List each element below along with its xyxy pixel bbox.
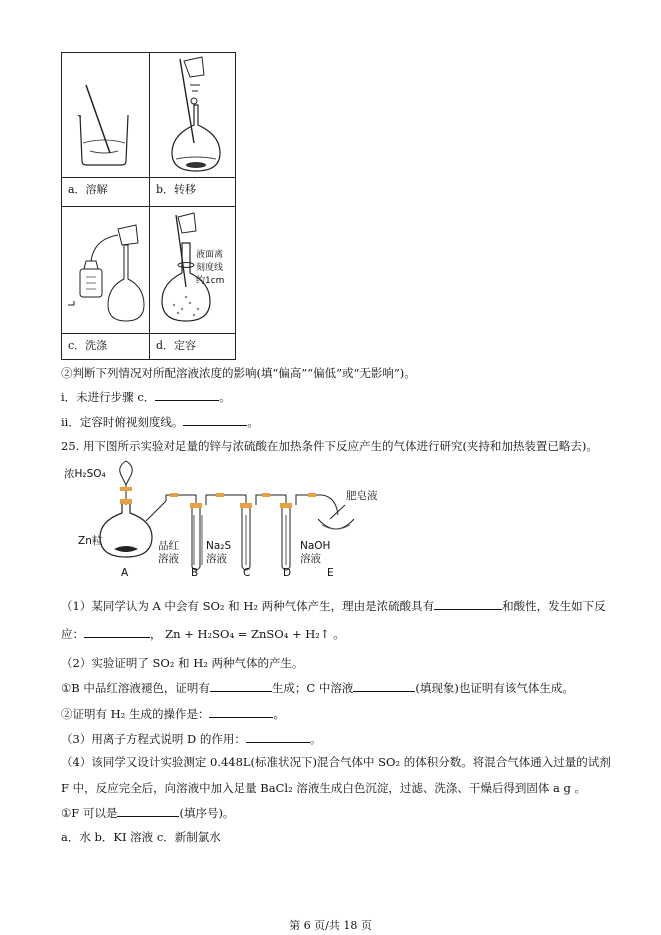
answer-blank[interactable]: [434, 598, 502, 610]
soap-label: 肥皂液: [346, 490, 378, 502]
volume-note: 液面离 刻度线 约1cm: [196, 250, 225, 286]
caption-a: a．溶解: [68, 183, 108, 196]
letter-a: A: [121, 567, 129, 579]
letter-d: D: [283, 567, 292, 579]
q25-p2-1: ①B 中品红溶液褪色，证明有 生成；C 中溶液 (填现象)也证明有该气体生成。: [61, 681, 574, 695]
q24-ii: ii．定容时俯视刻度线。 。: [61, 415, 259, 429]
zn-label: Zn粒: [78, 535, 103, 547]
q25-p2-2: ②证明有 H₂ 生成的操作是： 。: [61, 707, 285, 721]
answer-blank[interactable]: [210, 680, 272, 692]
b-reagent: 品红 溶液: [158, 540, 179, 565]
answer-blank[interactable]: [353, 680, 415, 692]
q25-intro: 25. 用下图所示实验对足量的锌与浓硫酸在加热条件下反应产生的气体进行研究(夹持和加热装置已略去)。: [61, 439, 598, 453]
procedure-table: [61, 52, 236, 360]
q25-p4-line2: F 中，反应完全后，向溶液中加入足量 BaCl₂ 溶液生成白色沉淀，过滤、洗涤、干燥后得到固体 a g 。: [61, 781, 587, 795]
q24-part2: ②判断下列情况对所配溶液浓度的影响(填“偏高”“偏低”或“无影响”)。: [61, 366, 416, 380]
caption-d: d．定容: [156, 339, 197, 352]
table-divider: [62, 177, 235, 178]
wash-illustration: [66, 209, 148, 329]
page-footer: 第 6 页/共 18 页: [289, 919, 372, 932]
transfer-illustration: [154, 55, 234, 177]
answer-blank[interactable]: [246, 731, 310, 743]
caption-c: c．洗涤: [68, 339, 108, 352]
c-reagent: Na₂S 溶液: [206, 540, 232, 565]
q25-p4-1: ①F 可以是 (填序号)。: [61, 806, 235, 820]
q25-p1-line1: （1）某同学认为 A 中会有 SO₂ 和 H₂ 两种气体产生，理由是浓硫酸具有 和酸性，发生如下反: [61, 599, 606, 613]
q24-i: i．未进行步骤 c． 。: [61, 390, 231, 404]
q25-p1-line2: 应： ， Zn + H₂SO₄ = ZnSO₄ + H₂↑ 。: [61, 627, 345, 641]
d-reagent: NaOH 溶液: [300, 540, 331, 565]
answer-blank[interactable]: [155, 389, 219, 401]
answer-blank[interactable]: [209, 706, 273, 718]
caption-b: b．转移: [156, 183, 197, 196]
table-divider: [62, 206, 235, 207]
letter-b: B: [191, 567, 199, 579]
answer-blank[interactable]: [84, 626, 150, 638]
letter-c: C: [243, 567, 251, 579]
answer-blank[interactable]: [183, 414, 247, 426]
acid-label: 浓H₂SO₄: [64, 468, 106, 480]
q25-p2: （2）实验证明了 SO₂ 和 H₂ 两种气体的产生。: [61, 656, 304, 670]
dissolve-illustration: [70, 73, 140, 173]
q25-options: a．水 b．KI 溶液 c．新制氯水: [61, 830, 221, 844]
table-divider: [62, 333, 235, 334]
answer-blank[interactable]: [117, 805, 179, 817]
letter-e: E: [327, 567, 334, 579]
q25-p3: （3）用离子方程式说明 D 的作用： 。: [61, 732, 322, 746]
q25-p4-line1: （4）该同学又设计实验测定 0.448L(标准状况下)混合气体中 SO₂ 的体积分数。将混合气体通入过量的试剂: [61, 755, 611, 769]
